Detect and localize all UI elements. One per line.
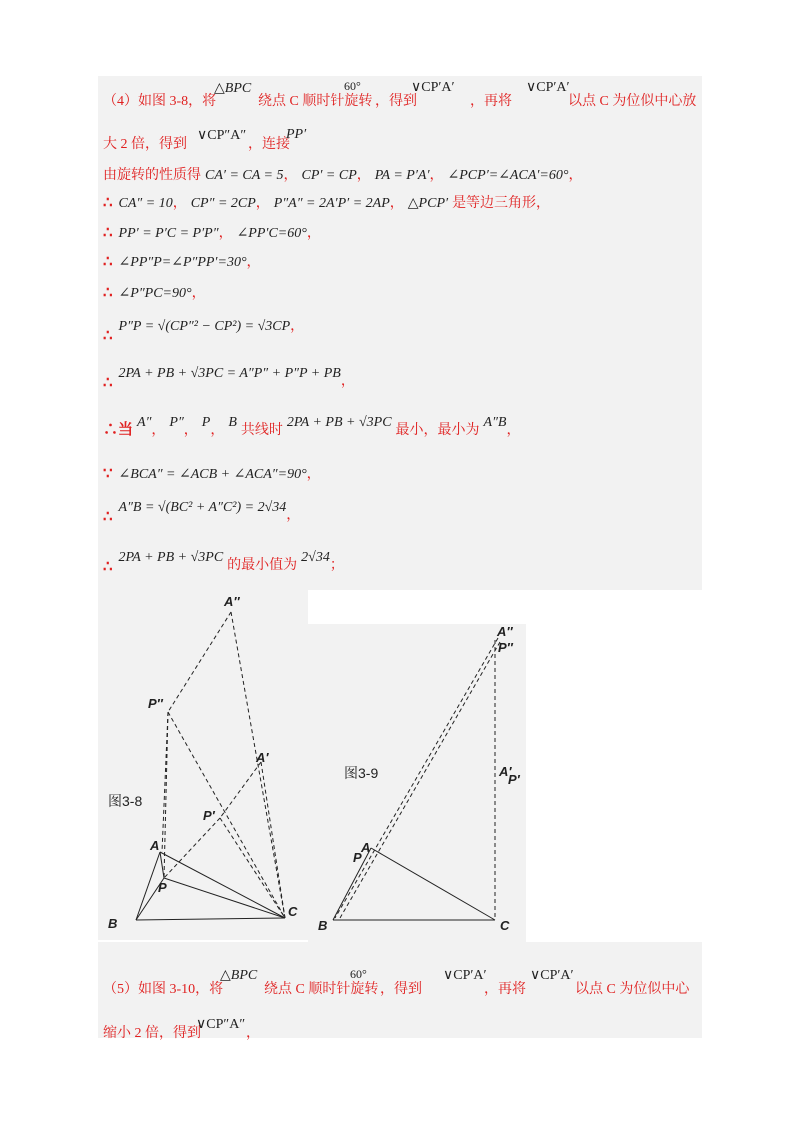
p4-l3-c3: ， <box>429 168 444 183</box>
p4-l10-val: A″B <box>483 415 507 430</box>
p4-line12 <box>103 496 301 525</box>
p4-l4-c3: ， <box>389 196 404 211</box>
p4-l3-c2: ， <box>356 168 371 183</box>
p5-l1-rot: 绕点 C 顺时针旋转 <box>264 982 379 997</box>
therefore-symbol: ∴ <box>103 328 113 344</box>
p4-l3-m2: CP′ = CP <box>301 168 357 183</box>
p4-l4-m3: P″A″ = 2A′P′ = 2AP <box>273 196 390 211</box>
p4-l11-c1: ， <box>306 467 321 482</box>
p4-l8-m1: P″P = √(CP″² − CP²) = √3CP <box>118 319 291 334</box>
p4-l1-get: ，得到 <box>375 94 417 109</box>
p4-l4-c1: ， <box>172 196 187 211</box>
p4-l2-tail: ，连接 <box>248 137 290 152</box>
p4-l3-c1: ， <box>283 168 298 183</box>
therefore-symbol: ∴ <box>103 195 113 211</box>
p4-l9-c1: ， <box>340 374 355 389</box>
p4-line6 <box>103 251 261 271</box>
fig38-label-P: P <box>158 880 167 895</box>
fig39-label-P1: P′ <box>508 772 520 787</box>
therefore-symbol: ∴ <box>103 559 113 575</box>
p4-line7 <box>103 282 206 302</box>
figure-3-8-background <box>98 590 308 940</box>
p4-l10-expr: 2PA + PB + √3PC <box>286 415 392 430</box>
p5-l1-t1: ∨CP′A′ <box>443 968 487 983</box>
fig39-label-B: B <box>318 918 328 933</box>
p4-l8-c1: ， <box>290 319 305 334</box>
fig39-label-C: C <box>500 918 510 933</box>
p5-l1-tail: 以点 C 为位似中心 <box>575 982 690 997</box>
p4-l10-th: ∴当 <box>103 422 134 438</box>
p4-l5-m1: PP′ = P′C = P′P″ <box>118 226 219 241</box>
p4-l6-m1: ∠PP″P=∠P″PP′=30° <box>118 255 247 270</box>
p4-l10-min: 最小，最小为 <box>395 423 480 438</box>
p4-l1-rot: 绕点 C 顺时针旋转 <box>258 94 373 109</box>
p5-l1-t2: ∨CP′A′ <box>530 968 574 983</box>
figure-3-9-background <box>308 624 526 942</box>
p4-l2-seg: PP′ <box>286 127 307 142</box>
fig39-label-P: P <box>353 850 362 865</box>
p4-l13-c1: ； <box>329 558 344 573</box>
p4-l10-c2: ， <box>183 423 198 438</box>
p4-l3-m3: PA = P′A′ <box>374 168 430 183</box>
p4-line5 <box>103 222 321 242</box>
p4-l1-t1: ∨CP′A′ <box>411 80 455 95</box>
p4-l11-m1: ∠BCA″ = ∠ACB + ∠ACA″=90° <box>118 467 307 482</box>
fig38-label-A1: A′ <box>256 750 269 765</box>
p4-l1-angle: 60° <box>344 79 361 93</box>
p4-line10 <box>103 415 521 439</box>
fig38-label-P2: P″ <box>148 696 163 711</box>
therefore-symbol: ∴ <box>103 254 113 270</box>
p4-l10-mid: 共线时 <box>240 423 283 438</box>
fig38-label-C: C <box>288 904 298 919</box>
fig38-label-A: A <box>150 838 160 853</box>
p4-l5-c1: ， <box>218 226 233 241</box>
therefore-symbol: ∴ <box>103 225 113 241</box>
p4-l3-m4: ∠PCP′=∠ACA′=60° <box>447 168 569 183</box>
p5-l2-t: ∨CP″A″ <box>196 1017 246 1032</box>
fig38-caption: 图3-8 <box>108 793 143 809</box>
p4-l10-d: B <box>228 415 237 430</box>
p4-l10-c3: ， <box>210 423 225 438</box>
p4-l1-tri: △BPC <box>214 81 252 96</box>
p4-l9-m1: 2PA + PB + √3PC = A″P″ + P″P + PB <box>118 366 341 381</box>
p5-l1-angle: 60° <box>350 967 367 981</box>
fig38-label-A2: A″ <box>224 594 240 609</box>
p4-l5-c2: ， <box>306 226 321 241</box>
p4-l12-m1: A″B = √(BC² + A″C²) = 2√34 <box>118 500 287 515</box>
fig38-label-B: B <box>108 916 118 931</box>
fig38-label-P1: P′ <box>203 808 215 823</box>
p4-l10-c1: ， <box>151 423 166 438</box>
p4-l7-m1: ∠P″PC=90° <box>118 286 192 301</box>
p4-l1-t2: ∨CP′A′ <box>526 80 570 95</box>
p5-l1-get: ，得到 <box>380 982 422 997</box>
p5-l1-again: ，再将 <box>484 982 526 997</box>
therefore-symbol: ∴ <box>103 509 113 525</box>
p4-l13-m1: 2PA + PB + √3PC <box>118 550 224 565</box>
p4-l13-val: 2√34 <box>301 550 330 565</box>
p4-line4 <box>103 192 550 212</box>
p4-l10-a: A″ <box>137 415 152 430</box>
p4-line3 <box>103 164 582 184</box>
figure-3-9 <box>308 624 526 942</box>
p4-l2-t: ∨CP″A″ <box>197 128 247 143</box>
therefore-symbol: ∴ <box>103 375 113 391</box>
p4-l2-text: 大 2 倍，得到 <box>103 137 187 152</box>
p4-l5-m2: ∠PP′C=60° <box>236 226 307 241</box>
fig39-caption: 图3-9 <box>344 765 379 781</box>
p4-l4-m4: △PCP′ <box>407 196 449 211</box>
p4-l13-tail: 的最小值为 <box>227 558 298 573</box>
therefore-symbol: ∴ <box>103 285 113 301</box>
p4-l10-c4: ， <box>506 423 521 438</box>
p4-line8 <box>103 315 305 344</box>
p4-l3-c4: ， <box>568 168 583 183</box>
p4-l1-again: ，再将 <box>470 94 512 109</box>
p4-l4-m2: CP″ = 2CP <box>190 196 256 211</box>
p4-l10-c: P <box>201 415 211 430</box>
p4-l4-c2: ， <box>255 196 270 211</box>
p5-l1-prefix: （5）如图 3-10，将 <box>103 982 224 997</box>
p4-l3-m1: CA′ = CA = 5 <box>205 168 284 183</box>
p4-line13 <box>103 546 344 575</box>
p4-line11 <box>103 463 321 483</box>
p4-l4-tail: 是等边三角形， <box>452 196 551 211</box>
p5-l2-tail: ， <box>246 1026 260 1041</box>
p4-l1-prefix: （4）如图 3-8，将 <box>103 94 217 109</box>
fig39-label-P2: P″ <box>498 640 513 655</box>
figure-3-8 <box>98 590 308 940</box>
p4-l3-pre: 由旋转的性质得 <box>103 168 201 183</box>
p5-l2-text: 缩小 2 倍，得到 <box>103 1026 201 1041</box>
p4-l10-b: P″ <box>169 415 184 430</box>
p4-l7-c1: ， <box>191 286 206 301</box>
fig39-label-A2: A″ <box>497 624 513 639</box>
p4-l4-m1: CA″ = 10 <box>118 196 173 211</box>
p5-l1-tri: △BPC <box>220 968 258 983</box>
p4-l1-tail: 以点 C 为位似中心放 <box>568 94 697 109</box>
fig39-label-A: A <box>361 840 371 855</box>
p4-l12-c1: ， <box>286 508 301 523</box>
fig39-label-A1: A′ <box>499 764 512 779</box>
p4-line1 <box>103 90 216 110</box>
because-symbol: ∵ <box>103 466 113 482</box>
p4-line9 <box>103 362 355 391</box>
p4-l6-c1: ， <box>246 255 261 270</box>
